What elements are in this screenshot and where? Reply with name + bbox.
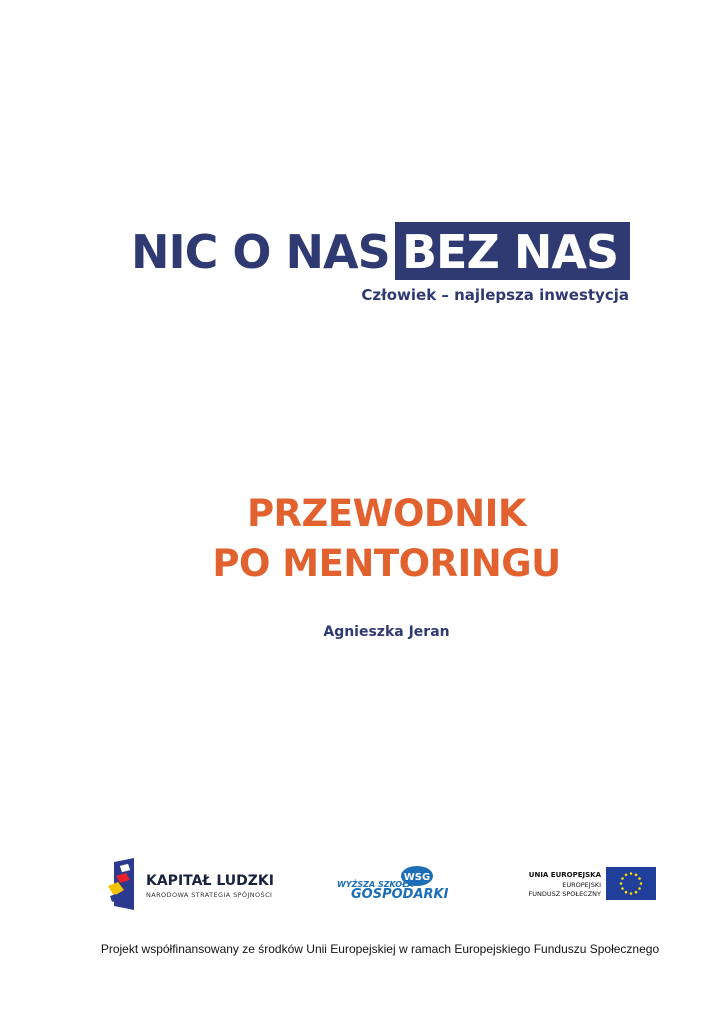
cofinancing-note: Projekt współfinansowany ze środków Unii Europejskiej w ramach Europejskiego Funduszu Społecznego [100,942,660,956]
ue-label-line-3: FUNDUSZ SPOŁECZNY [528,890,601,898]
tagline: Człowiek – najlepsza inwestycja [361,286,629,304]
kapital-ludzki-subtitle: NARODOWA STRATEGIA SPÓJNOŚCI [146,891,273,899]
kapital-ludzki-title: KAPITAŁ LUDZKI [146,873,274,889]
wsg-badge-text: WSG [403,872,431,883]
document-title-line-2: PO MENTORINGU [212,542,561,585]
eu-flag-icon [606,867,656,900]
author-name: Agnieszka Jeran [323,624,450,640]
wsg-line-1: WYŻSZA SZKOŁA [337,880,414,889]
logo-bez-nas: BEZ NAS [402,225,619,279]
logo-nic-o-nas: NIC O NAS [131,225,390,279]
ue-label-line-1: UNIA EUROPEJSKA [528,871,601,879]
ue-label-line-2: EUROPEJSKI [562,881,601,889]
wsg-line-2: GOSPODARKI [351,887,449,902]
document-title-line-1: PRZEWODNIK [246,492,527,535]
